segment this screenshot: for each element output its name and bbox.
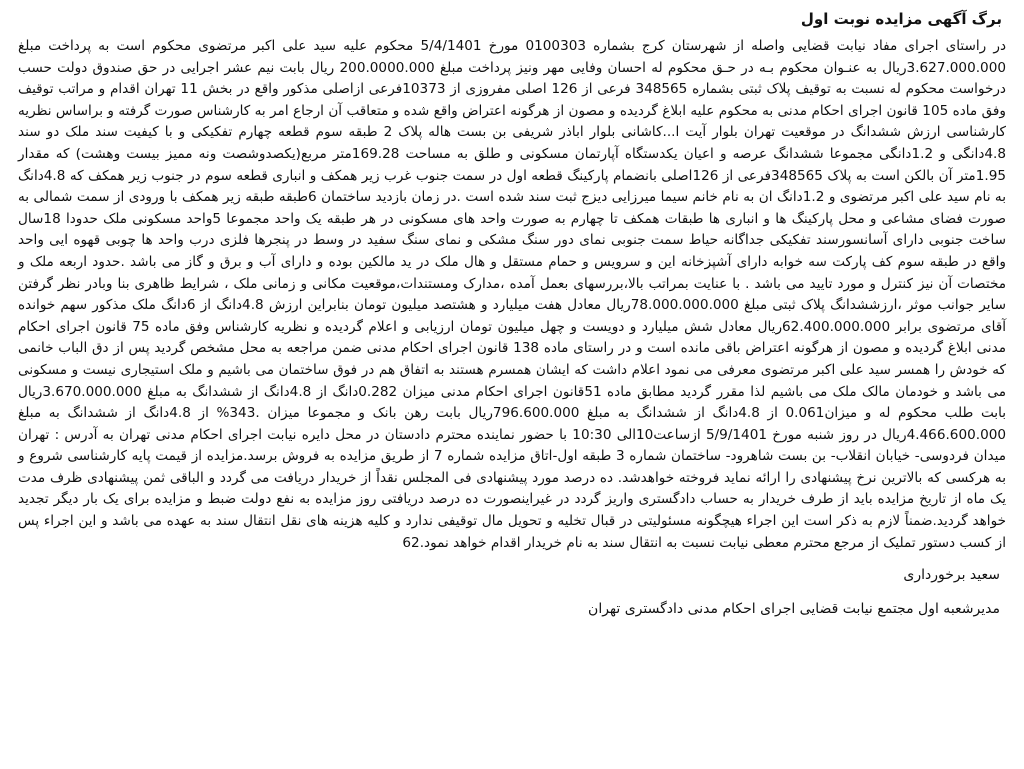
signatory-name: سعید برخورداری [903,567,1000,584]
notice-body-text: در راستای اجرای مفاد نیابت قضایی واصله از شهرستان کرج بشماره 0100303 مورخ 5/4/1401 محکوم علیه سید علی اکبر مرتضوی محکوم است به پرداخت مبلغ 3.627.000.000ریال به عنـوان محکوم بـه در حـق محکوم له احسان وفایی مهر ونیز پرداخت مبلغ 200.0000.000 ریال بابت نیم عشر اجرایی در حق صندوق دولت حسب درخواست محکوم له نسبت به توقیف پلاک ثبتی بشماره 348565 فرعی از 126 اصلی مفروزی از 10373فرعی ازاصلی مذکور واقع در بخش 11 تهران اقدام و مراتب توقیف وفق ماده 105 قانون اجرای احکام مدنی به محکوم علیه ابلاغ گردیده و مصون از هرگونه اعتراض واقع شده و متعاقب آن ارجاع امر به کارشناس صورت گرفته و براساس نظریه کارشناسی ارزش ششدانگ در موقعیت تهران بلوار آیت ا...کاشانی بلوار اباذر شریفی بن بست هاله پلاک 2 طبقه سوم قطعه چهارم تفکیکی و با کیفیت سند ملک دو سند 4.8دانگی و 1.2دانگی مجموعا ششدانگ عرصه و اعیان یکدستگاه آپارتمان مسکونی و طلق به مساحت 169.28متر مربع(یکصدوشصت ونه ممیز بیست وهشت) که مقدار 1.95متر آن بالکن است به پلاک 348565فرعی از 126اصلی بانضمام پارکینگ قطعه اول در سمت جنوب غرب زیر همکف و انباری قطعه سوم در جنوب زیر همکف که 4.8دانگ به نام سید علی اکبر مرتضوی و 1.2دانگ ان به نام خانم سیما میرزایی دیزج ثبت سند شده است .در زمان بازدید ساختمان 6طبقه طبقه زیر همکف با ورودی از سمت شمالی به صورت فضای مشاعی و محل پارکینگ ها و انباری ها طبقات همکف تا چهارم به صورت واحد های مسکونی در هر طبقه یک واحد مجموعا 5واحد مسکونی ملک حدودا 18سال ساخت جنوبی دارای آسانسورسند تفکیکی جداگانه حیاط سمت جنوبی نمای دور سنگ مشکی و نمای سنگ سفید در وسط در پنجرها فلزی درب واحد ها چوبی قهوه ایی واحد واقع در طبقه سوم کف پارکت سه خوابه دارای آشپزخانه این و سرویس و حمام مستقل و هال ملک در ید مالکین بوده و دارای آب و برق و گاز می باشد .حدود اربعه ملک و مختصات آن نیز کنترل و مورد تایید می باشد . با عنایت بمراتب بالا،بررسهای بعمل آمده ،مدارک ومستندات،موقعیت مکانی و زمانی ملک ، شرایط ظاهری بنا وبادر نظر گرفتن سایر جوانب موثر ،ارزششدانگ پلاک ثبتی مبلغ 78.000.000.000ریال معادل هفت میلیارد و هشتصد میلیون تومان بنابراین ارزش 4.8دانگ از 6دانگ ملک مذکور سهم خوانده آقای مرتضوی برابر 62.400.000.000ریال معادل شش میلیارد و دویست و چهل میلیون تومان ارزیابی و اعلام گردیده و نظریه کارشناس وفق ماده 75 قانون اجرای احکام مدنی ابلاغ گردیده و مصون از هرگونه اعتراض باقی مانده است و در راستای ماده 138 قانون اجرای احکام مدنی ضمن مراجعه به محل مشخص گردید پس از دق الباب خانمی که خودش را همسر سید علی اکبر مرتضوی معرفی می نمود اعلام داشت که ایشان همسرم هستند به اتفاق هم در فوق ساختمان می باشیم و ملک استیجاری نیست و مسکونی می باشد و خودمان مالک ملک می باشیم لذا مقرر گردید مطابق ماده 51قانون اجرای احکام مدنی میزان 0.282دانگ از 4.8دانگ از ششدانگ به مبلغ 3.670.000.000ریال بابت طلب محکوم له و میزان0.061 از 4.8دانگ از ششدانگ به مبلغ 796.600.000ریال بابت رهن بانک و مجموعا میزان .343% از 4.8دانگ از ششدانگ به مبلغ 4.466.600.000ریال در روز شنبه مورخ 5/9/1401 ازساعت10الی 10:30 با حضور نماینده محترم دادستان در محل دایره نیابت اجرای احکام مدنی تهران به آدرس : تهران میدان فردوسی- خیابان انقلاب- بن بست شاهرود- ساختمان شماره 3 طبقه اول-اتاق مزایده شماره 7 از طریق مزایده به فروش برسد.مزایده از قیمت پایه کارشناسی شروع و به هرکسی که بالاترین نرخ پیشنهادی را ارائه نماید فروخته خواهدشد. ده درصد مورد پیشنهادی فی المجلس نقداً از خریدار دریافت می گردد و الباقی ثمن پیشنهادی ظرف مدت یک ماه از تاریخ مزایده باید از طرف خریدار به حساب دادگستری واریز گردد در غیراینصورت ده درصد دریافتی روز مزایده به نفع دولت ضبط و مزایده برای یک بار دیگر تجدید خواهد گردید.ضمناً لازم به ذکر است این اجراء هیچگونه مسئولیتی در قبال تخلیه و تحویل مال توقیفی ندارد و کلیه هزینه های نقل انتقال سند به عهده می باشد و این اجراء پس از کسب دستور تملیک از مرجع محترم معطی نیابت نسبت به انتقال سند به نام خریدار اقدام خواهد نمود.62 [18,38,1007,551]
notice-title: برگ آگهی مزایده نوبت اول [800,10,1002,28]
signatory-office: مدیرشعبه اول مجتمع نیابت قضایی اجرای احکام مدنی دادگستری تهران [588,601,1000,618]
